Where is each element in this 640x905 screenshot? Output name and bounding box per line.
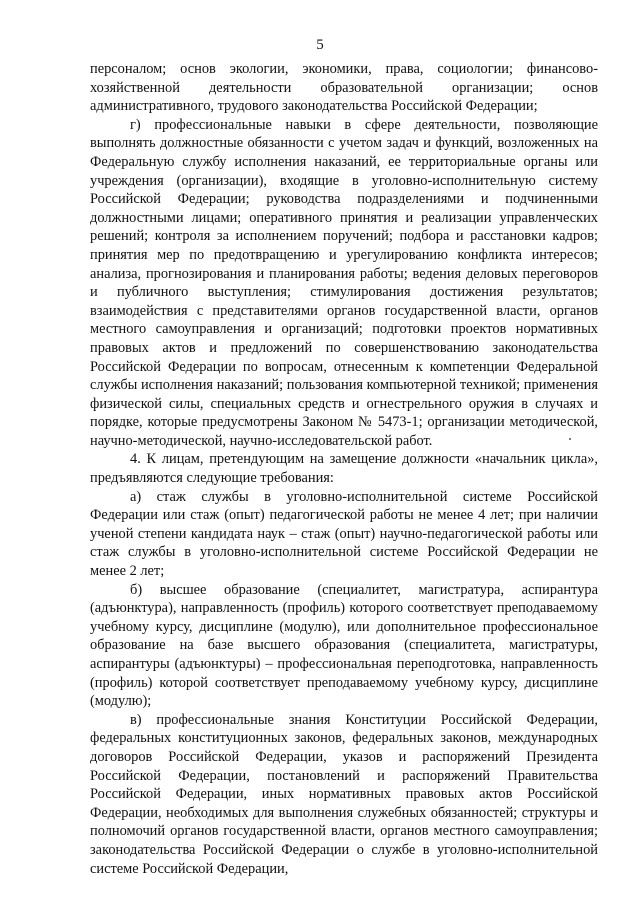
paragraph-g-professional-skills: г) профессиональные навыки в сфере деятельности, позволяющие выполнять должностные обязанности с учетом задач и функций, возложенных на Федеральную службу исполнения наказаний, ее территориальные органы или учреждения (организации), входящие в уголовно-исполнительную систему Российской Федерации; руководства подразделениями и подчиненными должностными лицами; оперативного принятия и реализации управленческих решений; контроля за исполнением поручений; подбора и расстановки кадров; принятия мер по предотвращению и урегулированию конфликта интересов; анализа, прогнозирования и планирования работы; ведения деловых переговоров и публичного выступления; стимулирования достижения результатов; взаимодействия с представителями органов государственной власти, органов местного самоуправления и организаций; подготовки проектов нормативных правовых актов и предложений по совершенствованию законодательства Российской Федерации по вопросам, отнесенным к компетенции Федеральной службы исполнения наказаний; пользования компьютерной техникой; применения физической силы, специальных средств и огнестрельного оружия в случаях и порядке, которые предусмотрены Законом № 5473-1; организации методической, научно-методической, научно-исследовательской работ. — [90, 116, 598, 449]
paragraph-4-requirements-intro: 4. К лицам, претендующим на замещение должности «начальник цикла», предъявляются следующие требования: — [90, 451, 598, 487]
paragraph-b-higher-education: б) высшее образование (специалитет, магистратура, аспирантура (адъюнктура), направленность (профиль) которого соответствует преподаваемому учебному курсу, дисциплине (модулю), или дополнительное профессиональное образование на базе высшего образования (специалитета, магистратуры, аспирантуры (адъюнктуры) – профессиональная переподготовка, направленность (профиль) которой соответствует преподаваемому учебному курсу, дисциплине (модулю); — [90, 581, 598, 710]
scan-speck — [569, 438, 571, 440]
paragraph-v-professional-knowledge: в) профессиональные знания Конституции Российской Федерации, федеральных конституционных законов, федеральных законов, международных договоров Российской Федерации, указов и распоряжений Президента Российской Федерации, постановлений и распоряжений Правительства Российской Федерации, иных нормативных правовых актов Российской Федерации, необходимых для выполнения служебных обязанностей; структуры и полномочий органов государственной власти, органов местного самоуправления; законодательства Российской Федерации о службе в уголовно-исполнительной системе Российской Федерации, — [90, 711, 598, 877]
page-number: 5 — [316, 37, 324, 53]
document-body — [90, 60, 598, 878]
paragraph-a-service-experience: а) стаж службы в уголовно-исполнительной системе Российской Федерации или стаж (опыт) педагогической работы не менее 4 лет; при наличии ученой степени кандидата наук – стаж (опыт) научно-педагогической работы или стаж службы в уголовно-исполнительной системе Российской Федерации не менее 2 лет; — [90, 488, 598, 580]
paragraph-continuation: персоналом; основ экологии, экономики, права, социологии; финансово-хозяйственной деятельности образовательной организации; основ административного, трудового законодательства Российской Федерации; — [90, 61, 598, 115]
